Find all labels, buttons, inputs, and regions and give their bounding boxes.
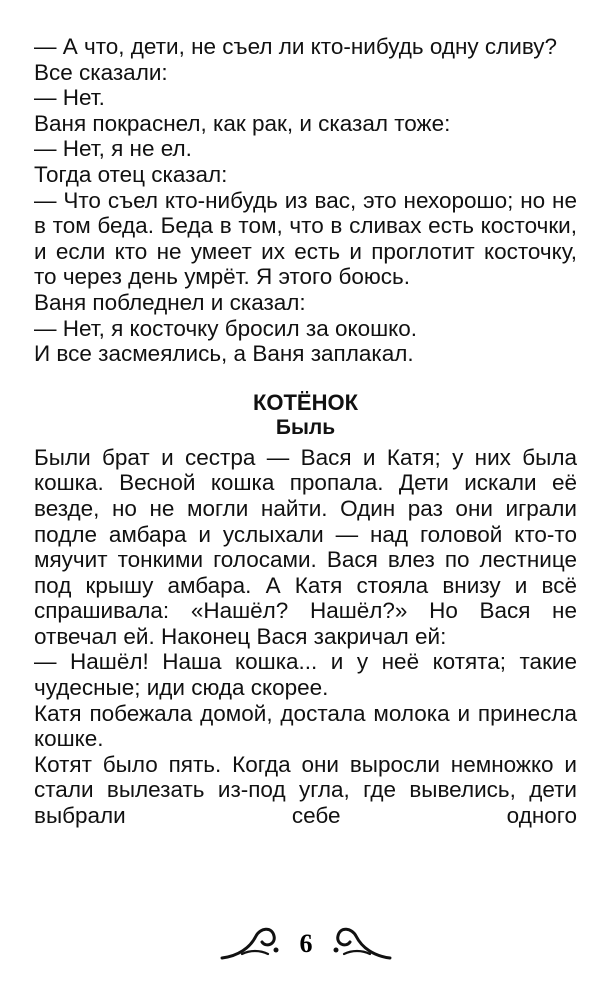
paragraph: — А что, дети, не съел ли кто-нибудь одну сливу? bbox=[34, 34, 558, 59]
page-footer bbox=[0, 920, 611, 964]
page-content bbox=[34, 34, 577, 829]
paragraph: Катя побежала домой, достала молока и принесла кошке. bbox=[34, 700, 577, 752]
paragraph: Были брат и сестра — Вася и Катя; у них была кошка. Весной кошка пропала. Дети искали её везде, но не могли найти. Один раз они играли подле амбара и услыхали — над головой кто-то мяучит тонкими голосами. Вася влез по лестнице под крышу амбара. А Катя стояла внизу и всё спрашивала: «Нашёл? Нашёл?» Но Вася не отвечал ей. Наконец Вася закричал ей: bbox=[34, 444, 577, 649]
paragraph: Котят было пять. Когда они выросли немножко и стали вылезать из-под угла, где вывелись, дети выбрали себе одного bbox=[34, 751, 577, 829]
paragraph: — Нет. bbox=[34, 85, 105, 111]
page-number-ornament bbox=[216, 920, 396, 964]
story-title: КОТЁНОК bbox=[252, 389, 359, 415]
page-number: 6 bbox=[299, 929, 312, 958]
paragraph: Ваня покраснел, как рак, и сказал тоже: bbox=[34, 110, 451, 136]
story-subtitle: Быль bbox=[275, 415, 336, 439]
paragraph: — Нет, я косточку бросил за окошко. bbox=[34, 315, 417, 341]
paragraph: Все сказали: bbox=[34, 59, 168, 85]
left-flourish-icon bbox=[222, 929, 279, 958]
right-flourish-icon bbox=[333, 929, 390, 958]
paragraph: Тогда отец сказал: bbox=[34, 161, 228, 187]
paragraph: Ваня побледнел и сказал: bbox=[34, 289, 306, 315]
paragraph: И все засмеялись, а Ваня заплакал. bbox=[34, 341, 414, 367]
paragraph: — Нет, я не ел. bbox=[34, 136, 192, 162]
paragraph: — Нашёл! Наша кошка... и у неё котята; такие чудесные; иди сюда скорее. bbox=[34, 649, 577, 701]
paragraph: — Что съел кто-нибудь из вас, это нехорошо; но не в том беда. Беда в том, что в сливах есть косточки, и если кто не умеет их есть и проглотит косточку, то через день умрёт. Я этого боюсь. bbox=[34, 187, 577, 290]
